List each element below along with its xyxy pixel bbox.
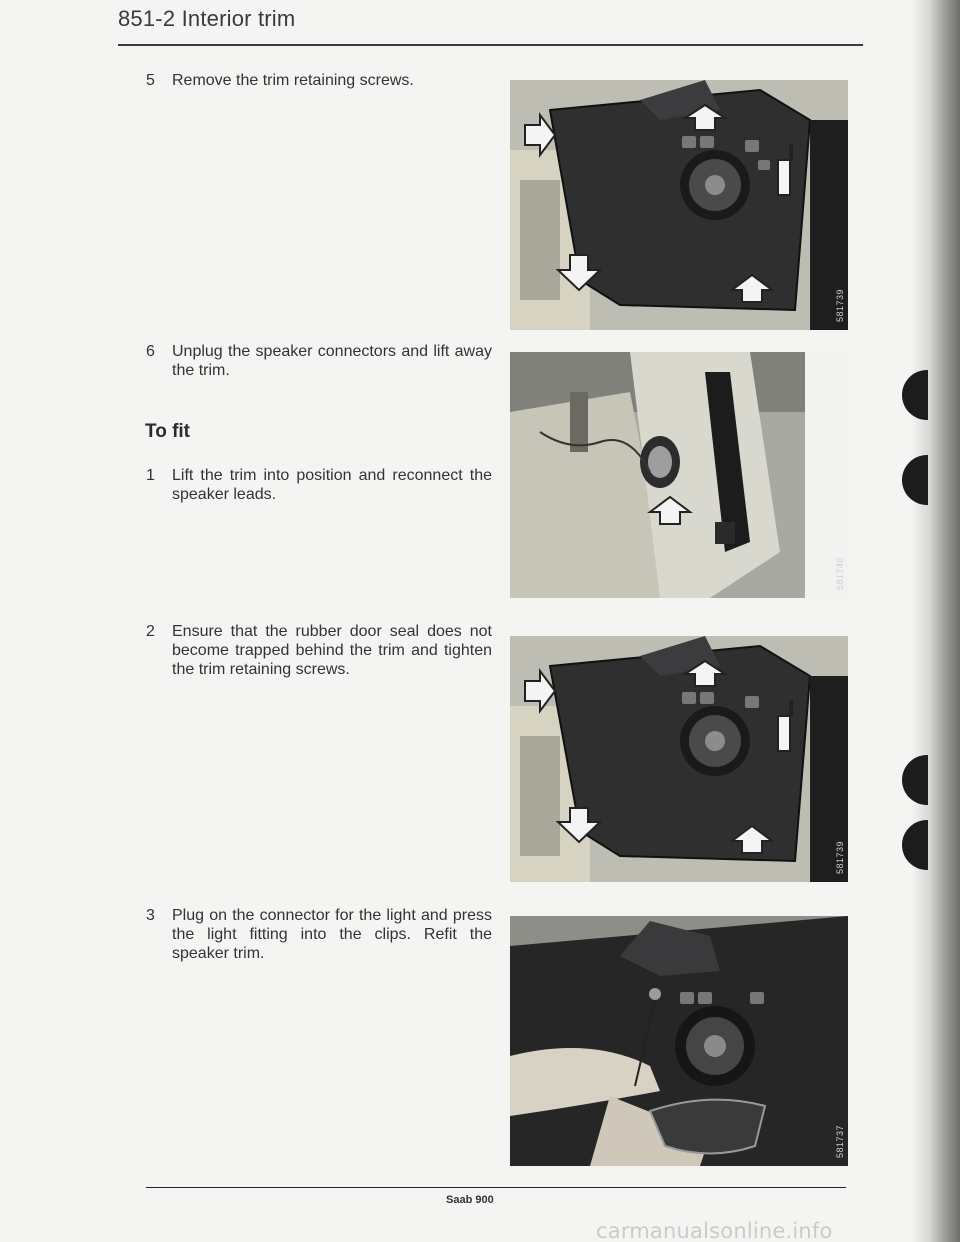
photo-trim-refit <box>510 636 848 882</box>
step-text: Lift the trim into position and reconnect the speaker leads. <box>172 467 492 503</box>
tab-notch <box>902 455 928 505</box>
photo-speaker-connectors <box>510 352 848 598</box>
section-heading: To fit <box>145 421 191 442</box>
photo-trim-screws <box>510 80 848 330</box>
step-number: 5 <box>146 72 155 89</box>
photo-code: 581737 <box>835 1124 845 1158</box>
tab-notch <box>902 755 928 805</box>
step-number: 6 <box>146 343 155 360</box>
watermark-text: carmanualsonline.info <box>596 1219 833 1242</box>
photo-light-connector <box>510 916 848 1166</box>
page-title: 851-2 Interior trim <box>118 6 296 31</box>
header-rule <box>118 44 863 46</box>
tab-notch <box>902 370 928 420</box>
photo-code: 581739 <box>835 288 845 322</box>
step-text: Plug on the connector for the light and press the light fitting into the clips. Refit the speaker trim. <box>172 907 492 962</box>
step-number: 2 <box>146 623 155 640</box>
step-text: Unplug the speaker connectors and lift away the trim. <box>172 343 492 379</box>
photo-code: 581740 <box>835 556 845 590</box>
footer-brand: Saab 900 <box>446 1194 494 1206</box>
step-text: Remove the trim retaining screws. <box>172 72 414 89</box>
tab-notch <box>902 820 928 870</box>
binding-edge <box>912 0 960 1242</box>
step-number: 3 <box>146 907 155 924</box>
footer-rule <box>146 1187 846 1188</box>
photo-code: 581739 <box>835 840 845 874</box>
step-text: Ensure that the rubber door seal does not become trapped behind the trim and tighten the trim retaining screws. <box>172 623 492 678</box>
step-number: 1 <box>146 467 155 484</box>
